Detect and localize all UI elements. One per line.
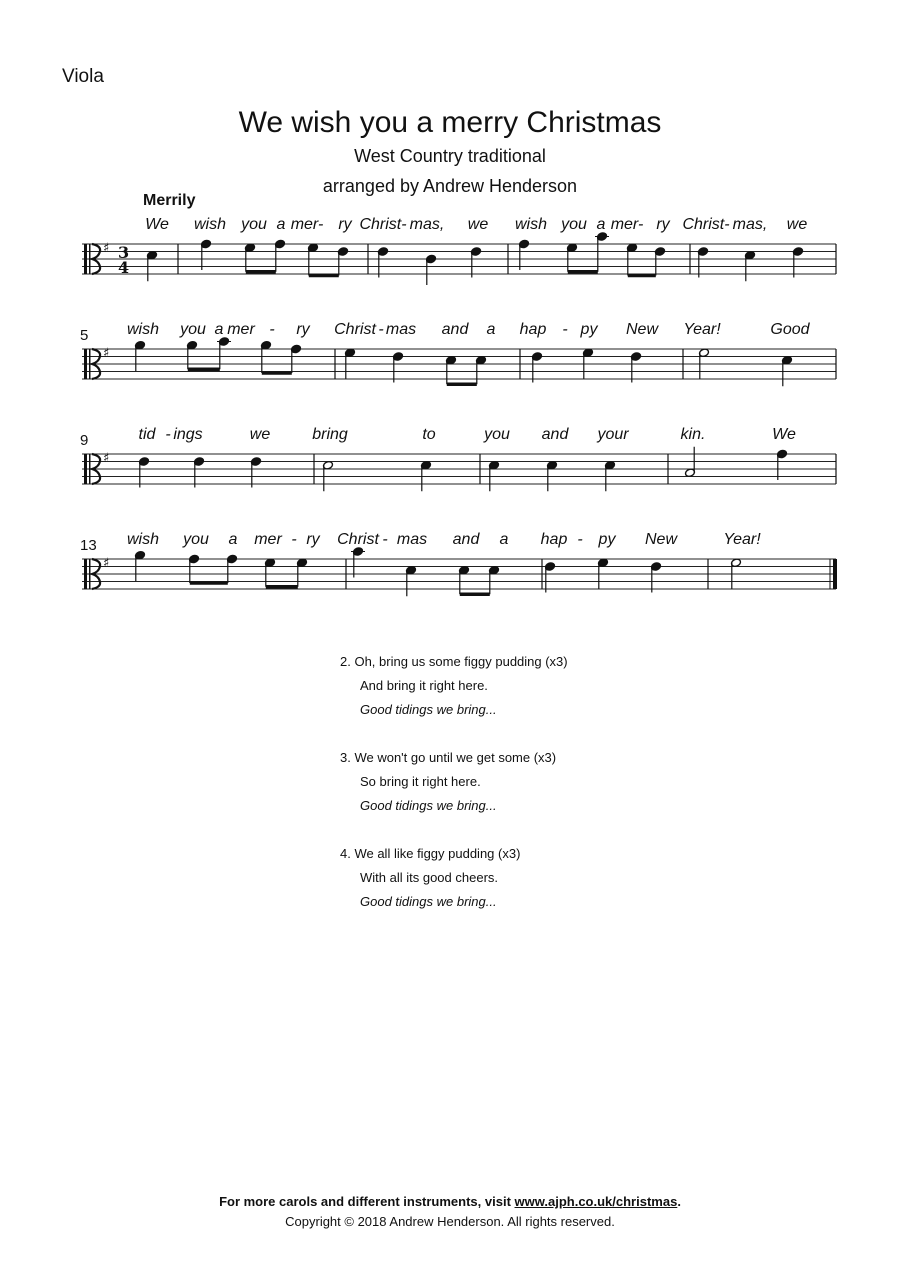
verse-line: 3. We won't go until we get some (x3) [340,750,557,765]
footer-promo-end: . [677,1194,681,1209]
lyric-syllable: you [183,531,209,548]
sharp-icon: ♯ [103,345,110,361]
footer-promo-text: For more carols and different instruments, visit [219,1194,515,1209]
lyric-syllable: a [596,216,606,233]
verse-refrain: Good tidings we bring... [360,798,497,813]
lyric-syllable: ry [338,216,352,233]
lyric-syllable: ings [173,426,203,443]
verse-line: 2. Oh, bring us some figgy pudding (x3) [340,654,568,669]
lyric-syllable: we [249,426,271,443]
lyric-syllable: py [580,321,598,338]
lyric-syllable: mer [254,531,282,548]
lyric-syllable: New [644,531,678,548]
lyric-syllable: mer- [610,216,644,233]
extra-verses [340,650,740,938]
lyric-syllable: - [378,321,384,338]
lyric-syllable: a [499,531,509,548]
lyric-syllable: Year! [723,531,761,548]
alto-clef-icon [84,454,87,484]
lyric-syllable: - [269,321,275,338]
staff-system-3 [0,424,900,514]
lyric-syllable: you [180,321,206,338]
lyric-syllable: We [772,426,796,443]
lyric-syllable: your [597,426,629,443]
lyric-syllable: hap [519,321,547,338]
verse-line: So bring it right here. [360,774,481,789]
lyric-syllable: we [786,216,808,233]
sharp-icon: ♯ [103,555,110,571]
lyric-syllable: we [467,216,489,233]
sharp-icon: ♯ [103,450,110,466]
lyric-syllable: Good [770,321,810,338]
lyric-syllable: and [452,531,480,548]
lyric-syllable: you [484,426,510,443]
lyric-syllable: mas, [732,216,768,233]
verse-line: And bring it right here. [360,678,488,693]
lyric-syllable: hap [540,531,568,548]
lyric-syllable: ry [656,216,670,233]
lyric-syllable: ry [306,531,320,548]
lyric-syllable: ry [296,321,310,338]
sharp-icon: ♯ [103,240,110,256]
lyric-syllable: mas, [409,216,445,233]
verse-refrain: Good tidings we bring... [360,894,497,909]
lyric-syllable: you [241,216,267,233]
verse-refrain: Good tidings we bring... [360,702,497,717]
lyric-syllable: and [541,426,569,443]
tempo-marking: Merrily [143,192,196,209]
lyric-syllable: a [486,321,496,338]
alto-clef-icon [84,244,87,274]
time-sig-top: 3 [118,243,130,262]
lyric-syllable: tid [138,426,156,443]
lyric-syllable: you [561,216,587,233]
footer-copyright: Copyright © 2018 Andrew Henderson. All rights reserved. [285,1214,615,1229]
verse-4 [340,842,740,914]
lyric-syllable: wish [126,531,160,548]
lyric-syllable: - [577,531,583,548]
lyric-syllable: mas [385,321,417,338]
lyric-syllable: to [422,426,436,443]
lyric-syllable: - [291,531,297,548]
verse-3 [340,746,740,818]
verse-line: With all its good cheers. [360,870,499,885]
lyric-syllable: a [214,321,224,338]
song-title: We wish you a merry Christmas [238,106,662,139]
lyric-syllable: wish [193,216,227,233]
lyric-syllable: Christ [337,531,379,548]
lyric-syllable: wish [514,216,548,233]
lyric-syllable: mer [227,321,255,338]
lyric-syllable: New [625,321,659,338]
lyric-syllable: py [598,531,616,548]
lyric-syllable: - [165,426,171,443]
measure-number: 5 [80,327,89,344]
footer-link[interactable]: www.ajph.co.uk/christmas [514,1194,678,1209]
lyric-syllable: - [382,531,388,548]
lyric-syllable: mer- [290,216,324,233]
song-origin: West Country traditional [354,146,546,166]
measure-number: 9 [80,432,89,449]
time-sig-bottom: 4 [118,258,130,277]
lyric-syllable: bring [312,426,348,443]
lyric-syllable: Christ- [359,216,407,233]
instrument-label: Viola [62,66,104,87]
lyric-syllable: wish [126,321,160,338]
measure-number: 13 [80,537,97,554]
lyric-syllable: Year! [683,321,721,338]
song-arranger: arranged by Andrew Henderson [322,176,578,196]
lyric-syllable: and [441,321,469,338]
lyric-syllable: Christ- [682,216,730,233]
lyric-syllable: kin. [680,426,706,443]
lyric-syllable: - [562,321,568,338]
lyric-syllable: We [145,216,169,233]
lyric-syllable: a [276,216,286,233]
lyric-syllable: mas [396,531,428,548]
verse-2 [340,650,740,722]
lyric-syllable: a [228,531,238,548]
verse-line: 4. We all like figgy pudding (x3) [340,846,521,861]
lyric-syllable: Christ [334,321,376,338]
footer-promo [0,1194,900,1209]
alto-clef-icon [84,349,87,379]
alto-clef-icon [84,559,87,589]
final-barline [833,559,837,589]
